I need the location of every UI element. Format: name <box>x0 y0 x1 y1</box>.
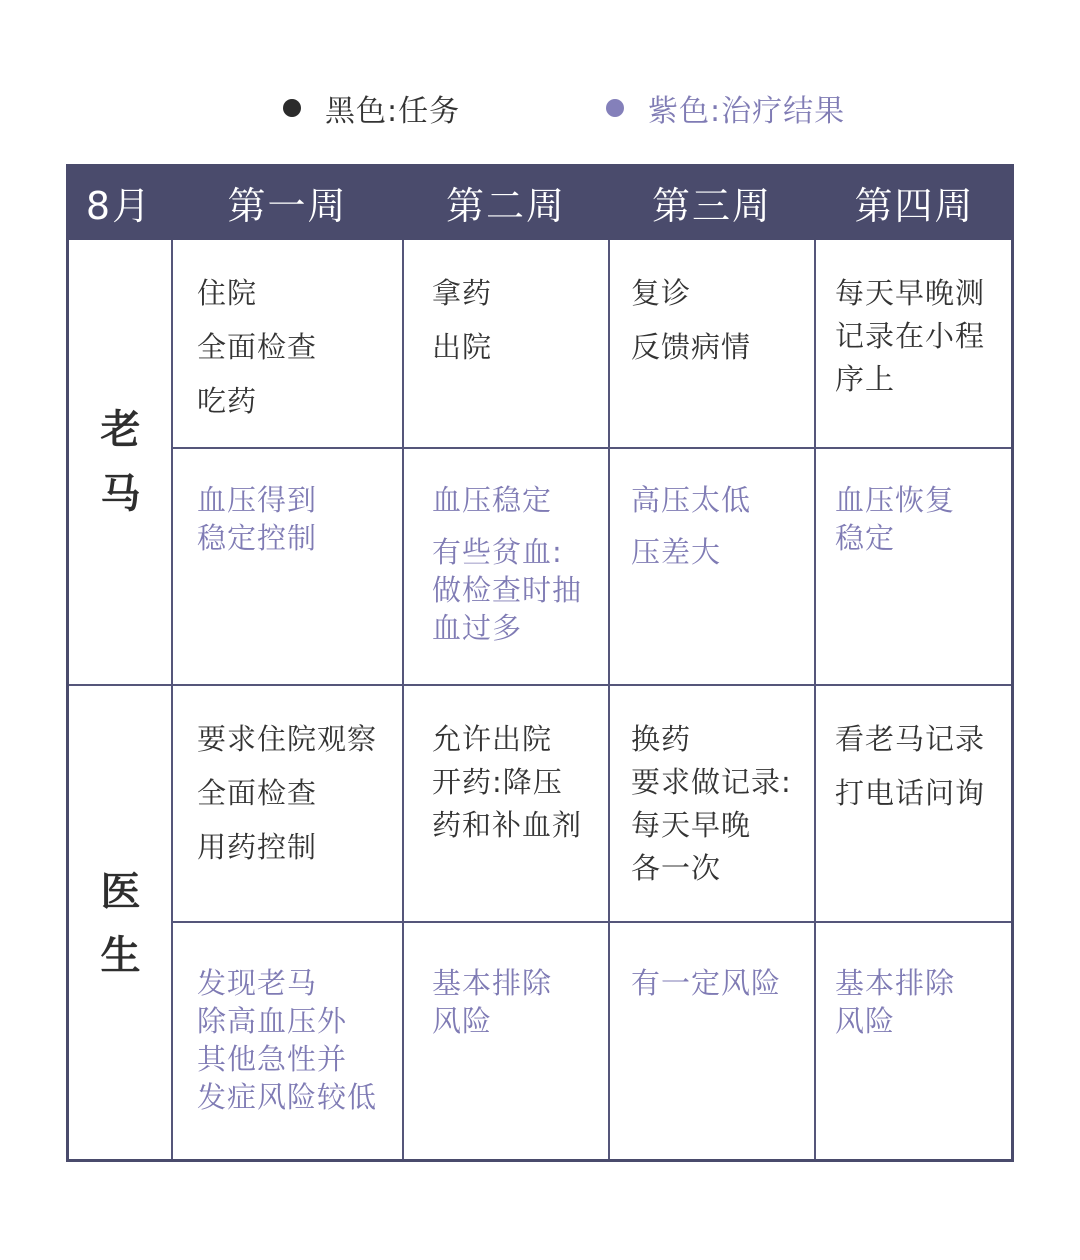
row-label-char: 老 <box>100 407 141 453</box>
doctor-task-week-3 <box>631 720 811 892</box>
doctor-result-week-3 <box>631 964 811 1002</box>
schedule-table <box>66 164 1014 1162</box>
result-line: 风险 <box>835 1004 896 1038</box>
task-line: 要求做记录: <box>631 765 792 799</box>
task-line: 每天早晚 <box>631 808 752 842</box>
row-label-char: 医 <box>100 869 141 915</box>
result-line: 压差大 <box>631 535 722 569</box>
doctor-task-week-4 <box>835 720 1015 828</box>
legend-result-label: 紫色:治疗结果 <box>648 94 846 129</box>
header-week-3: 第三周 <box>651 183 772 228</box>
task-line: 序上 <box>835 362 896 396</box>
task-line: 出院 <box>432 330 493 364</box>
table-header <box>66 164 1014 240</box>
patient-result-week-4 <box>835 481 1015 557</box>
result-line: 有些贫血: <box>432 535 563 569</box>
result-line: 基本排除 <box>432 966 553 1000</box>
doctor-result-week-4 <box>835 964 1015 1040</box>
task-line: 全面检查 <box>197 330 318 364</box>
doctor-result-week-2 <box>432 964 608 1040</box>
row-label-char: 马 <box>100 471 141 517</box>
patient-result-week-3 <box>631 481 811 571</box>
row-divider <box>173 447 1011 449</box>
black-dot-icon <box>283 99 301 117</box>
row-label-char: 生 <box>100 933 141 979</box>
legend-task <box>283 84 460 132</box>
header-week-2: 第二周 <box>445 183 566 228</box>
result-line: 发症风险较低 <box>197 1080 378 1114</box>
patient-result-week-2 <box>432 481 608 647</box>
task-line: 拿药 <box>432 276 493 310</box>
patient-task-week-3 <box>631 274 811 382</box>
patient-task-week-4 <box>835 274 1015 403</box>
task-line: 全面检查 <box>197 776 318 810</box>
result-line: 血压稳定 <box>432 483 553 517</box>
result-line: 稳定 <box>835 521 896 555</box>
task-line: 用药控制 <box>197 830 318 864</box>
header-month: 8月 <box>85 183 153 228</box>
result-line: 血压恢复 <box>835 483 956 517</box>
task-line: 吃药 <box>197 384 258 418</box>
task-line: 反馈病情 <box>631 330 752 364</box>
task-line: 打电话问询 <box>835 776 986 810</box>
header-week-4: 第四周 <box>854 183 975 228</box>
task-line: 要求住院观察 <box>197 722 378 756</box>
doctor-task-week-2 <box>432 720 608 849</box>
row-label-doctor <box>69 686 172 1162</box>
task-line: 允许出院 <box>432 722 553 756</box>
header-week-1: 第一周 <box>227 183 348 228</box>
legend-task-label: 黑色:任务 <box>325 94 461 129</box>
result-line: 除高血压外 <box>197 1004 348 1038</box>
task-line: 记录在小程 <box>835 319 986 353</box>
doctor-task-week-1 <box>197 720 402 882</box>
result-line: 其他急性并 <box>197 1042 348 1076</box>
task-line: 住院 <box>197 276 258 310</box>
row-divider <box>69 684 1011 686</box>
col-divider <box>402 240 404 1159</box>
patient-task-week-1 <box>197 274 402 436</box>
col-divider <box>814 240 816 1159</box>
task-line: 各一次 <box>631 851 722 885</box>
task-line: 开药:降压 <box>432 765 563 799</box>
task-line: 复诊 <box>631 276 692 310</box>
patient-result-week-1 <box>197 481 402 557</box>
patient-task-week-2 <box>432 274 608 382</box>
result-line: 基本排除 <box>835 966 956 1000</box>
legend-result <box>606 84 845 132</box>
result-line: 有一定风险 <box>631 966 782 1000</box>
result-line: 血压得到 <box>197 483 318 517</box>
result-line: 血过多 <box>432 611 523 645</box>
task-line: 看老马记录 <box>835 722 986 756</box>
row-divider <box>173 921 1011 923</box>
task-line: 换药 <box>631 722 692 756</box>
result-line: 做检查时抽 <box>432 573 583 607</box>
doctor-result-week-1 <box>197 964 402 1116</box>
task-line: 每天早晚测 <box>835 276 986 310</box>
result-line: 发现老马 <box>197 966 318 1000</box>
result-line: 高压太低 <box>631 483 752 517</box>
task-line: 药和补血剂 <box>432 808 583 842</box>
result-line: 稳定控制 <box>197 521 318 555</box>
col-divider <box>608 240 610 1159</box>
row-label-patient <box>69 240 172 684</box>
legend <box>0 84 1080 132</box>
purple-dot-icon <box>606 99 624 117</box>
result-line: 风险 <box>432 1004 493 1038</box>
